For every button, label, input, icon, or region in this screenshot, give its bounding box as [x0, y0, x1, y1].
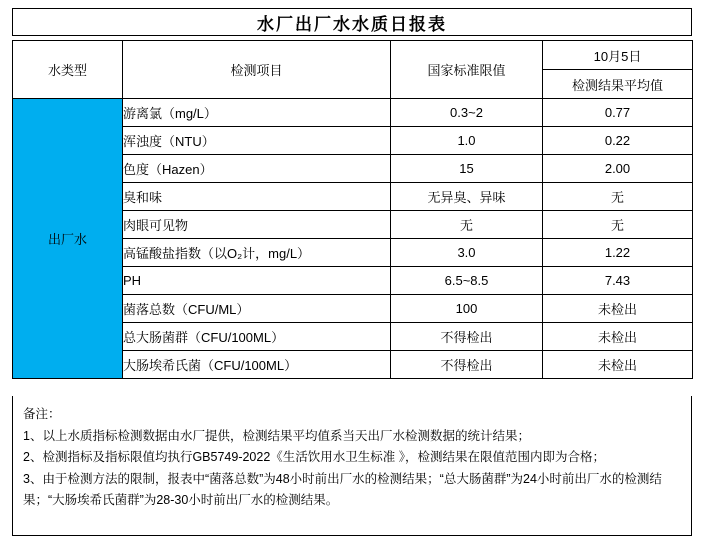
test-item-2: 色度（Hazen）	[123, 155, 391, 183]
table-header-row	[13, 41, 693, 70]
page-title: 水厂出厂水水质日报表	[257, 14, 447, 35]
result-7: 未检出	[543, 295, 693, 323]
standard-6: 6.5~8.5	[391, 267, 543, 295]
result-2: 2.00	[543, 155, 693, 183]
result-1: 0.22	[543, 127, 693, 155]
test-item-0: 游离氯（mg/L）	[123, 99, 391, 127]
standard-2: 15	[391, 155, 543, 183]
report-title-bar	[12, 8, 692, 36]
result-4: 无	[543, 211, 693, 239]
test-item-5: 高锰酸盐指数（以O₂计，mg/L）	[123, 239, 391, 267]
standard-9: 不得检出	[391, 351, 543, 379]
result-0: 0.77	[543, 99, 693, 127]
test-item-1: 浑浊度（NTU）	[123, 127, 391, 155]
standard-0: 0.3~2	[391, 99, 543, 127]
standard-1: 1.0	[391, 127, 543, 155]
result-5: 1.22	[543, 239, 693, 267]
test-item-6: PH	[123, 267, 391, 295]
header-test-item: 检测项目	[123, 41, 391, 99]
table-row	[13, 99, 693, 127]
standard-7: 100	[391, 295, 543, 323]
test-item-7: 菌落总数（CFU/ML）	[123, 295, 391, 323]
notes-line-3: 3、由于检测方法的限制，报表中“菌落总数”为48小时前出厂水的检测结果；“总大肠菌群”为24小时前出厂水的检测结果；“大肠埃希氏菌群”为28-30小时前出厂水的检测结果。	[23, 471, 662, 507]
water-quality-table	[12, 40, 693, 379]
test-item-3: 臭和味	[123, 183, 391, 211]
notes-line-1: 1、以上水质指标检测数据由水厂提供，检测结果平均值系当天出厂水检测数据的统计结果；	[23, 428, 530, 443]
notes-section	[12, 396, 692, 536]
standard-5: 3.0	[391, 239, 543, 267]
standard-8: 不得检出	[391, 323, 543, 351]
notes-label: 备注：	[23, 407, 61, 421]
notes-line-2: 2、检测指标及指标限值均执行GB5749-2022《生活饮用水卫生标准 》，检测结果在限值范围内即为合格；	[23, 450, 606, 464]
standard-3: 无异臭、异味	[391, 183, 543, 211]
test-item-4: 肉眼可见物	[123, 211, 391, 239]
result-8: 未检出	[543, 323, 693, 351]
header-date: 10月5日	[543, 41, 693, 70]
result-9: 未检出	[543, 351, 693, 379]
result-6: 7.43	[543, 267, 693, 295]
test-item-8: 总大肠菌群（CFU/100ML）	[123, 323, 391, 351]
water-type-value: 出厂水	[13, 99, 123, 379]
result-3: 无	[543, 183, 693, 211]
test-item-9: 大肠埃希氏菌（CFU/100ML）	[123, 351, 391, 379]
standard-4: 无	[391, 211, 543, 239]
header-national-standard: 国家标准限值	[391, 41, 543, 99]
header-water-type: 水类型	[13, 41, 123, 99]
header-result-avg: 检测结果平均值	[543, 70, 693, 99]
